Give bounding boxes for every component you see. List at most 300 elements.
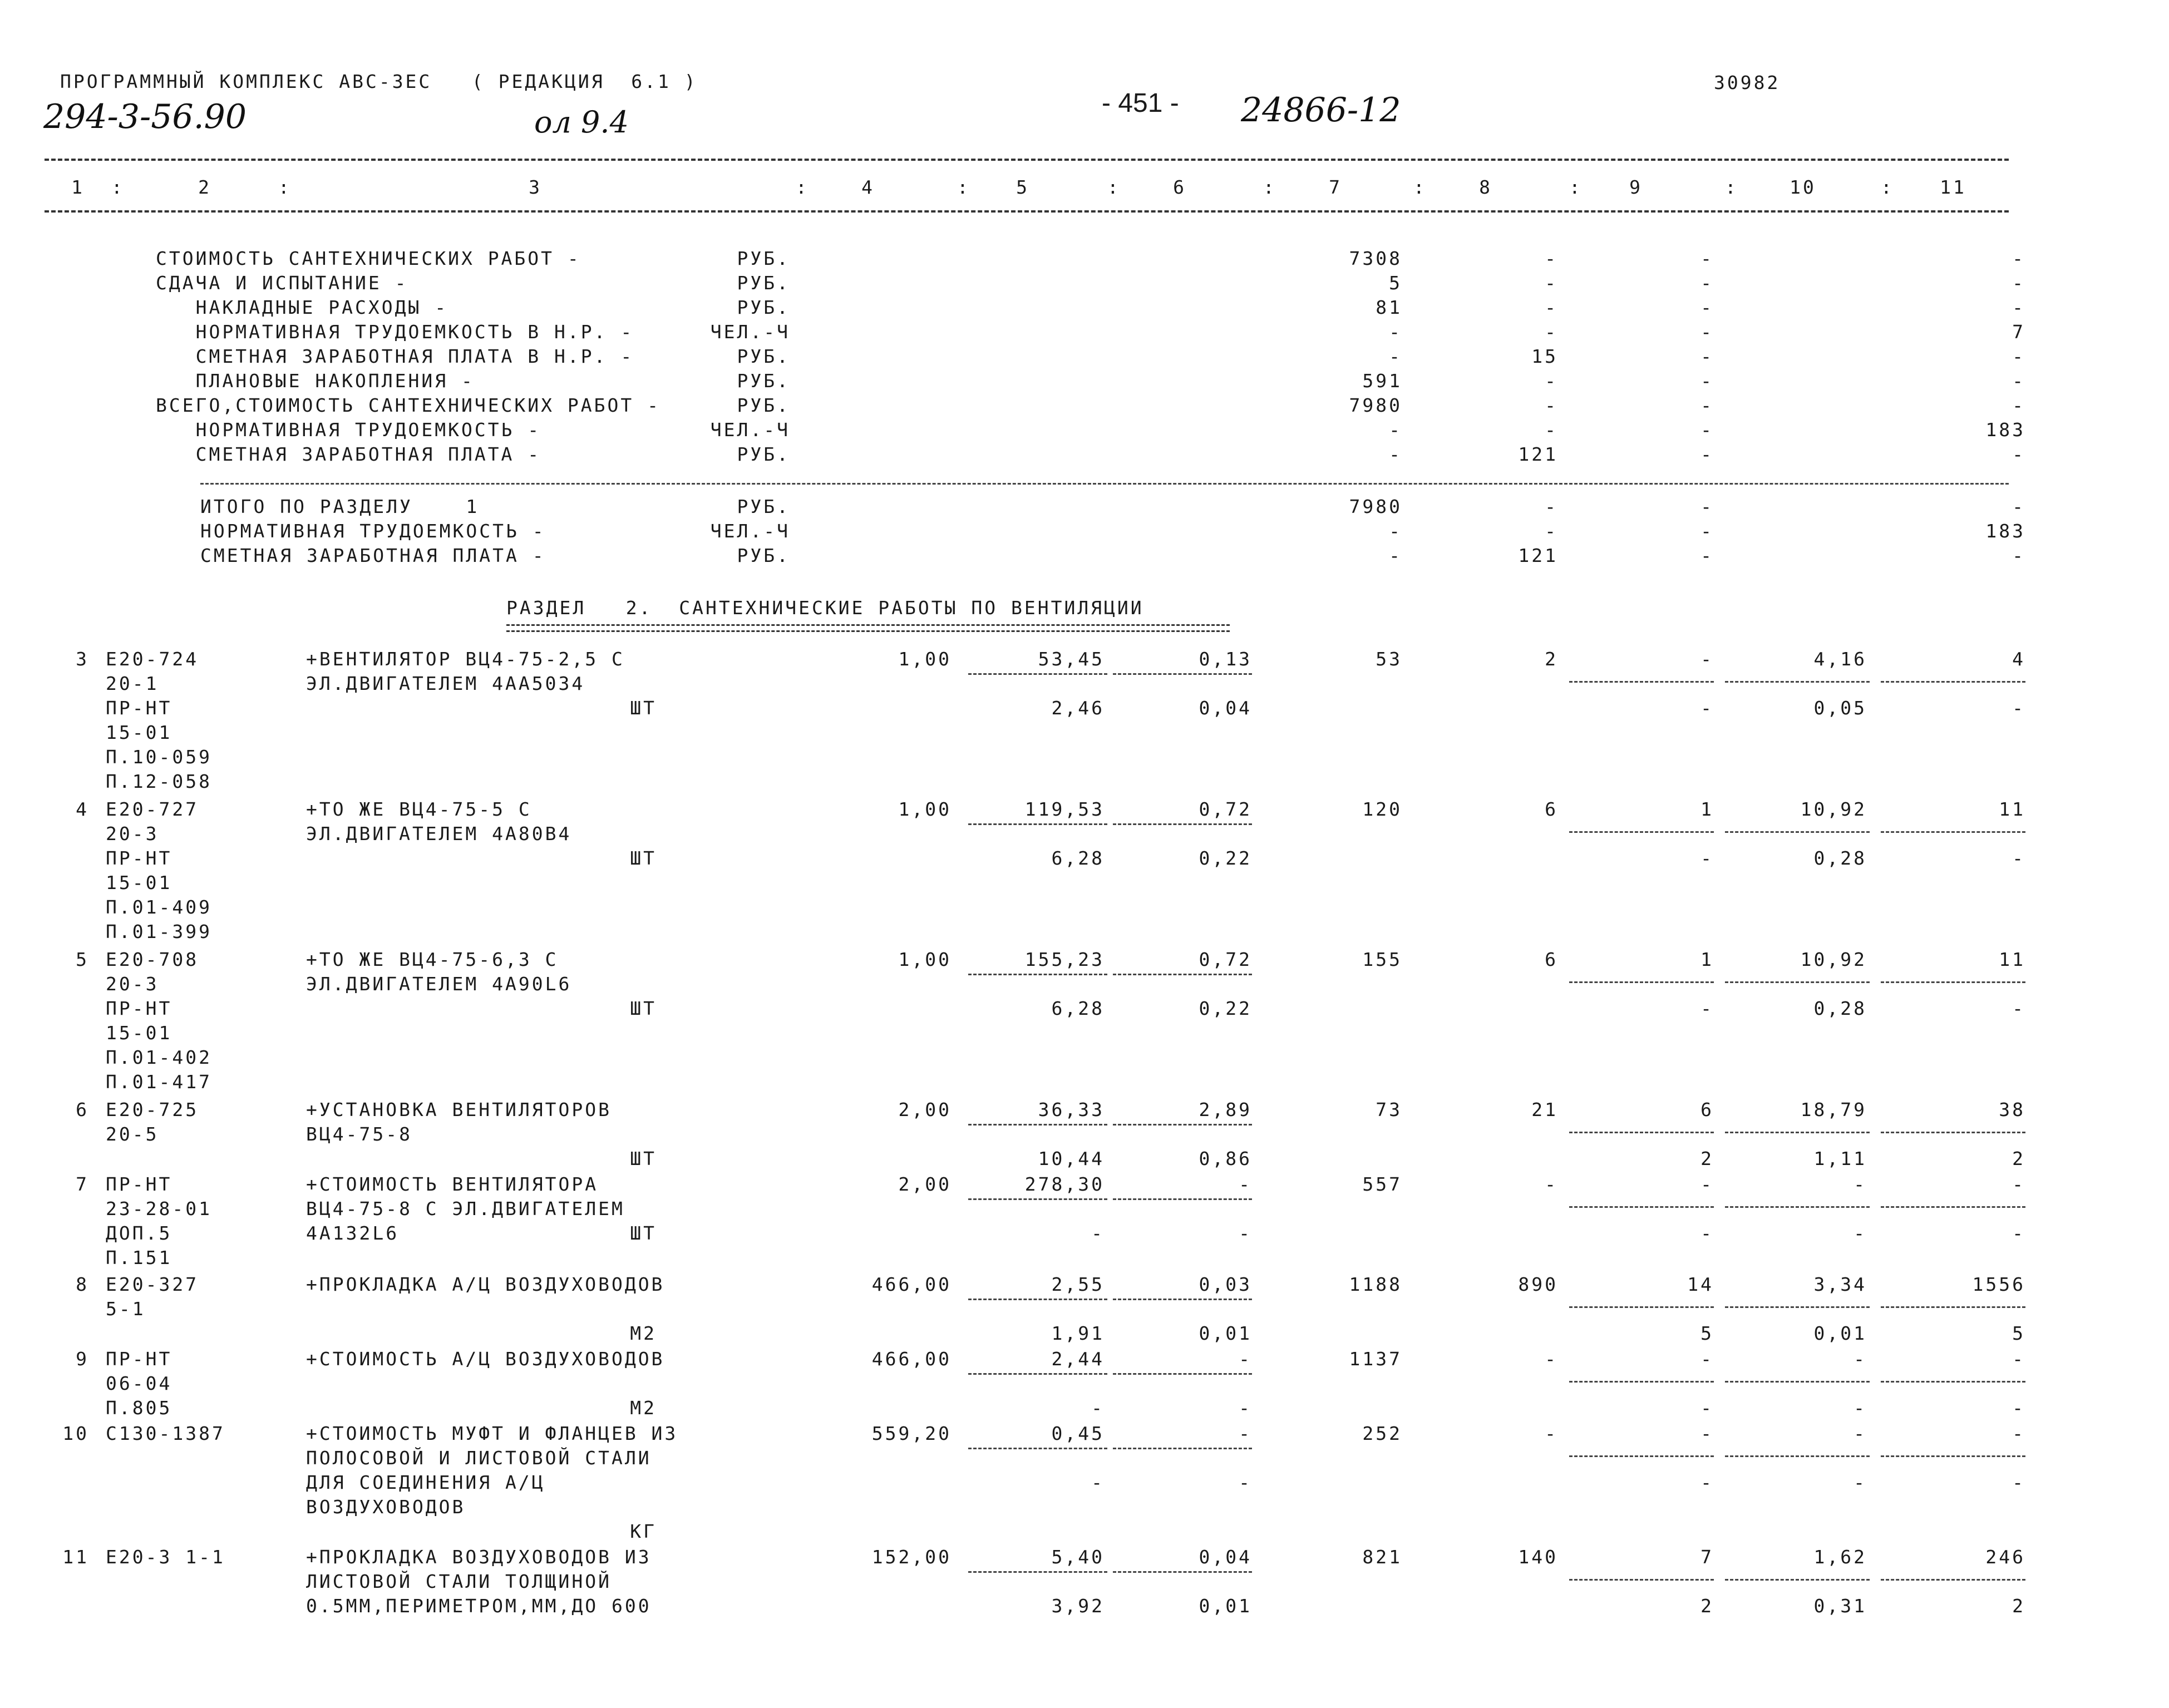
totals-unit: РУБ. — [737, 545, 790, 566]
summary-label: НАКЛАДНЫЕ РАСХОДЫ - — [156, 297, 448, 318]
item-name-line: +ТО ЖЕ ВЦ4-75-6,3 С — [306, 949, 559, 970]
item-name-line: +СТОИМОСТЬ А/Ц ВОЗДУХОВОДОВ — [306, 1348, 665, 1370]
totals-label: ИТОГО ПО РАЗДЕЛУ 1 — [200, 496, 480, 517]
header-top-rule — [45, 159, 2009, 161]
item-name-line: ЭЛ.ДВИГАТЕЛЕМ 4АА5034 — [306, 673, 585, 694]
summary-unit: РУБ. — [737, 272, 790, 294]
item-subrule — [1881, 1132, 2025, 1133]
item-unit-machine-wage: 0,22 — [1199, 847, 1252, 869]
column-separator: : — [1413, 176, 1427, 198]
item-quantity: 1,00 — [898, 648, 952, 670]
item-code-line: П.01-399 — [106, 921, 212, 942]
column-separator: : — [278, 176, 292, 198]
item-subrule — [1113, 1198, 1252, 1200]
item-col9: 1 — [1700, 798, 1714, 820]
item-col10: 1,62 — [1813, 1546, 1867, 1568]
summary-col9: - — [1700, 321, 1714, 343]
summary-col11: - — [2012, 370, 2025, 392]
column-separator: : — [1263, 176, 1276, 198]
summary-col9: - — [1700, 419, 1714, 441]
item-number: 6 — [76, 1099, 89, 1120]
item-total-wage: - — [1545, 1348, 1558, 1370]
item-name-line: +СТОИМОСТЬ ВЕНТИЛЯТОРА — [306, 1173, 599, 1195]
item-col11-sub: - — [2012, 1397, 2025, 1419]
item-code-line: 15-01 — [106, 1022, 172, 1044]
totals-col11: - — [2012, 545, 2025, 566]
item-name-line: ЭЛ.ДВИГАТЕЛЕМ 4А90L6 — [306, 973, 572, 995]
item-unit-cost: 119,53 — [1024, 798, 1105, 820]
item-col10: 3,34 — [1813, 1273, 1867, 1295]
summary-col7: - — [1389, 345, 1402, 367]
item-col9-sub: - — [1700, 1397, 1714, 1419]
item-code-line: П.12-058 — [106, 771, 212, 792]
item-total-cost: 1137 — [1349, 1348, 1402, 1370]
item-col11-sub: 2 — [2012, 1595, 2025, 1617]
column-separator: : — [957, 176, 970, 198]
document-id: 30982 — [1714, 72, 1781, 93]
item-unit-cost: 5,40 — [1051, 1546, 1105, 1568]
item-name-line: ВЦ4-75-8 — [306, 1123, 412, 1145]
summary-label: ПЛАНОВЫЕ НАКОПЛЕНИЯ - — [156, 370, 475, 392]
column-separator: : — [1725, 176, 1738, 198]
summary-label: НОРМАТИВНАЯ ТРУДОЕМКОСТЬ - — [156, 419, 541, 441]
item-unit-wage: 0,04 — [1199, 1546, 1252, 1568]
item-subrule — [1113, 1299, 1252, 1300]
summary-col7: - — [1389, 321, 1402, 343]
summary-col11: - — [2012, 394, 2025, 416]
item-name-line: ВЦ4-75-8 С ЭЛ.ДВИГАТЕЛЕМ — [306, 1198, 625, 1220]
item-col11: 38 — [1999, 1099, 2025, 1120]
item-col10: - — [1853, 1423, 1867, 1444]
summary-col9: - — [1700, 248, 1714, 269]
item-unit-machine-wage: - — [1239, 1397, 1252, 1419]
item-subrule — [1725, 681, 1870, 683]
item-name-line: ЭЛ.ДВИГАТЕЛЕМ 4А80В4 — [306, 823, 572, 845]
totals-col11: - — [2012, 496, 2025, 517]
item-unit-machine-cost: 1,91 — [1051, 1322, 1105, 1344]
column-header-cell: 11 — [1940, 176, 1966, 198]
totals-col8: 121 — [1518, 545, 1558, 566]
item-unit: ШТ — [630, 847, 657, 869]
column-separator: : — [1107, 176, 1121, 198]
item-number: 11 — [62, 1546, 89, 1568]
item-col9: 14 — [1687, 1273, 1714, 1295]
item-col11-sub: 2 — [2012, 1148, 2025, 1169]
item-code-line: П.01-417 — [106, 1071, 212, 1093]
page-number: - 451 - — [1102, 88, 1179, 118]
item-col10: - — [1853, 1173, 1867, 1195]
item-code-line: ПР-НТ — [106, 1173, 172, 1195]
item-name-line: ВОЗДУХОВОДОВ — [306, 1496, 466, 1518]
item-subrule — [1881, 1306, 2025, 1308]
item-subrule — [1569, 981, 1714, 983]
item-total-wage: 6 — [1545, 949, 1558, 970]
item-subrule — [1725, 1306, 1870, 1308]
item-subrule — [1113, 673, 1252, 675]
item-col10: 4,16 — [1813, 648, 1867, 670]
item-unit: М2 — [630, 1397, 657, 1419]
summary-col9: - — [1700, 443, 1714, 465]
summary-label: НОРМАТИВНАЯ ТРУДОЕМКОСТЬ В Н.Р. - — [156, 321, 634, 343]
item-total-cost: 120 — [1362, 798, 1402, 820]
item-unit-machine-cost: 3,92 — [1051, 1595, 1105, 1617]
summary-unit: РУБ. — [737, 394, 790, 416]
summary-col7: 5 — [1389, 272, 1402, 294]
summary-col8: - — [1545, 321, 1558, 343]
totals-col7: - — [1389, 545, 1402, 566]
item-number: 3 — [76, 648, 89, 670]
item-code-line: ПР-НТ — [106, 847, 172, 869]
item-subrule — [1569, 1455, 1714, 1457]
item-col10: - — [1853, 1348, 1867, 1370]
item-unit: ШТ — [630, 998, 657, 1019]
item-code-line: П.01-409 — [106, 896, 212, 918]
item-code-line: ПР-НТ — [106, 998, 172, 1019]
item-subrule — [968, 1448, 1107, 1449]
item-name-line: ДЛЯ СОЕДИНЕНИЯ А/Ц — [306, 1472, 545, 1493]
summary-col7: 7980 — [1349, 394, 1402, 416]
item-quantity: 466,00 — [871, 1348, 952, 1370]
item-unit-machine-wage: - — [1239, 1472, 1252, 1493]
item-col10-sub: 0,05 — [1813, 697, 1867, 719]
totals-label: СМЕТНАЯ ЗАРАБОТНАЯ ПЛАТА - — [200, 545, 546, 566]
totals-col9: - — [1700, 496, 1714, 517]
item-subrule — [1113, 1124, 1252, 1125]
item-name-line: +ТО ЖЕ ВЦ4-75-5 С — [306, 798, 532, 820]
summary-col7: 591 — [1362, 370, 1402, 392]
item-subrule — [1881, 681, 2025, 683]
item-unit-wage: 0,72 — [1199, 949, 1252, 970]
item-col10-sub: - — [1853, 1222, 1867, 1244]
item-name-line: +СТОИМОСТЬ МУФТ И ФЛАНЦЕВ ИЗ — [306, 1423, 678, 1444]
item-code-line: E20-724 — [106, 648, 199, 670]
item-code-line: 20-3 — [106, 973, 159, 995]
item-name-line: ЛИСТОВОЙ СТАЛИ ТОЛЩИНОЙ — [306, 1571, 612, 1592]
item-code-line: E20-327 — [106, 1273, 199, 1295]
item-col9-sub: - — [1700, 1222, 1714, 1244]
item-col11: 246 — [1985, 1546, 2025, 1568]
item-unit: ШТ — [630, 1222, 657, 1244]
item-subrule — [1881, 1455, 2025, 1457]
item-code-line: 20-5 — [106, 1123, 159, 1145]
item-name-line: ПОЛОСОВОЙ И ЛИСТОВОЙ СТАЛИ — [306, 1447, 652, 1469]
summary-col11: - — [2012, 345, 2025, 367]
program-title: ПРОГРАММНЫЙ КОМПЛЕКС АВС-3ЕС ( РЕДАКЦИЯ 6.1 ) — [60, 71, 698, 92]
item-subrule — [1113, 1571, 1252, 1573]
item-code-line: E20-3 1-1 — [106, 1546, 225, 1568]
summary-unit: РУБ. — [737, 370, 790, 392]
item-col9-sub: 2 — [1700, 1148, 1714, 1169]
item-subrule — [968, 974, 1107, 975]
item-col11: - — [2012, 1423, 2025, 1444]
item-col11-sub: - — [2012, 1472, 2025, 1493]
item-number: 5 — [76, 949, 89, 970]
summary-col8: 15 — [1531, 345, 1558, 367]
item-col11: - — [2012, 1173, 2025, 1195]
item-number: 8 — [76, 1273, 89, 1295]
totals-unit: РУБ. — [737, 496, 790, 517]
item-unit-machine-cost: - — [1091, 1397, 1105, 1419]
column-separator: : — [111, 176, 125, 198]
item-unit-cost: 36,33 — [1038, 1099, 1105, 1120]
item-subrule — [1881, 1579, 2025, 1581]
item-subrule — [1569, 1132, 1714, 1133]
column-header-cell: 2 — [198, 176, 211, 198]
item-subrule — [968, 1198, 1107, 1200]
column-header-cell: 1 — [71, 176, 85, 198]
item-subrule — [1113, 1448, 1252, 1449]
summary-col11: - — [2012, 443, 2025, 465]
item-quantity: 1,00 — [898, 949, 952, 970]
item-col9-sub: 2 — [1700, 1595, 1714, 1617]
summary-divider — [200, 483, 2009, 485]
item-total-wage: - — [1545, 1423, 1558, 1444]
item-total-cost: 53 — [1376, 648, 1402, 670]
item-col10-sub: 1,11 — [1813, 1148, 1867, 1169]
item-unit-wage: - — [1239, 1173, 1252, 1195]
item-total-wage: 140 — [1518, 1546, 1558, 1568]
item-subrule — [1569, 1306, 1714, 1308]
totals-col11: 183 — [1985, 520, 2025, 542]
item-unit-wage: 0,03 — [1199, 1273, 1252, 1295]
column-header-cell: 3 — [529, 176, 542, 198]
header-bottom-rule — [45, 210, 2009, 213]
item-subrule — [1725, 1455, 1870, 1457]
item-subrule — [1725, 1381, 1870, 1383]
item-col9: 1 — [1700, 949, 1714, 970]
summary-unit: РУБ. — [737, 248, 790, 269]
item-col9: 7 — [1700, 1546, 1714, 1568]
summary-label: СМЕТНАЯ ЗАРАБОТНАЯ ПЛАТА В Н.Р. - — [156, 345, 634, 367]
item-code-line: П.01-402 — [106, 1046, 212, 1068]
item-total-cost: 1188 — [1349, 1273, 1402, 1295]
item-subrule — [1569, 1579, 1714, 1581]
item-subrule — [1569, 1206, 1714, 1208]
item-total-wage: 890 — [1518, 1273, 1558, 1295]
summary-col9: - — [1700, 394, 1714, 416]
item-col10-sub: - — [1853, 1397, 1867, 1419]
summary-col11: - — [2012, 248, 2025, 269]
item-code-line: П.805 — [106, 1397, 172, 1419]
totals-col8: - — [1545, 520, 1558, 542]
item-subrule — [1725, 831, 1870, 833]
item-col11-sub: - — [2012, 697, 2025, 719]
item-name-line: +ПРОКЛАДКА А/Ц ВОЗДУХОВОДОВ — [306, 1273, 665, 1295]
item-subrule — [1725, 1132, 1870, 1133]
item-subrule — [1881, 1381, 2025, 1383]
item-unit-wage: - — [1239, 1423, 1252, 1444]
item-number: 10 — [62, 1423, 89, 1444]
item-subrule — [1881, 981, 2025, 983]
item-code-line: ПР-НТ — [106, 697, 172, 719]
totals-col9: - — [1700, 545, 1714, 566]
item-subrule — [968, 673, 1107, 675]
item-code-line: 15-01 — [106, 872, 172, 894]
item-unit-cost: 278,30 — [1024, 1173, 1105, 1195]
item-subrule — [968, 1299, 1107, 1300]
totals-col8: - — [1545, 496, 1558, 517]
item-total-cost: 557 — [1362, 1173, 1402, 1195]
item-code-line: ПР-НТ — [106, 1348, 172, 1370]
summary-col9: - — [1700, 345, 1714, 367]
summary-col11: 183 — [1985, 419, 2025, 441]
item-col9-sub: - — [1700, 697, 1714, 719]
item-quantity: 2,00 — [898, 1099, 952, 1120]
summary-col9: - — [1700, 272, 1714, 294]
item-unit-cost: 0,45 — [1051, 1423, 1105, 1444]
item-code-line: 06-04 — [106, 1373, 172, 1394]
item-total-wage: - — [1545, 1173, 1558, 1195]
summary-col8: - — [1545, 419, 1558, 441]
item-unit-cost: 2,44 — [1051, 1348, 1105, 1370]
item-unit-machine-wage: 0,01 — [1199, 1322, 1252, 1344]
item-subrule — [1725, 1579, 1870, 1581]
summary-col8: - — [1545, 370, 1558, 392]
item-unit-cost: 2,55 — [1051, 1273, 1105, 1295]
item-quantity: 2,00 — [898, 1173, 952, 1195]
item-unit-machine-wage: - — [1239, 1222, 1252, 1244]
item-col11: 11 — [1999, 798, 2025, 820]
item-total-wage: 21 — [1531, 1099, 1558, 1120]
summary-label: ВСЕГО,СТОИМОСТЬ САНТЕХНИЧЕСКИХ РАБОТ - — [156, 394, 660, 416]
column-header-cell: 10 — [1790, 176, 1816, 198]
item-number: 9 — [76, 1348, 89, 1370]
item-subrule — [1569, 1381, 1714, 1383]
item-name-line: 4А132L6 — [306, 1222, 400, 1244]
summary-col11: 7 — [2012, 321, 2025, 343]
item-total-cost: 155 — [1362, 949, 1402, 970]
summary-col8: - — [1545, 394, 1558, 416]
item-unit-wage: 0,13 — [1199, 648, 1252, 670]
item-code-line: E20-708 — [106, 949, 199, 970]
summary-col9: - — [1700, 297, 1714, 318]
item-subrule — [1881, 1206, 2025, 1208]
item-quantity: 152,00 — [871, 1546, 952, 1568]
summary-col8: - — [1545, 297, 1558, 318]
column-separator: : — [1881, 176, 1894, 198]
item-col9: 6 — [1700, 1099, 1714, 1120]
item-total-wage: 2 — [1545, 648, 1558, 670]
summary-label: СМЕТНАЯ ЗАРАБОТНАЯ ПЛАТА - — [156, 443, 541, 465]
totals-col7: 7980 — [1349, 496, 1402, 517]
totals-col9: - — [1700, 520, 1714, 542]
item-col9: - — [1700, 1348, 1714, 1370]
item-subrule — [1725, 1206, 1870, 1208]
item-total-wage: 6 — [1545, 798, 1558, 820]
item-name-line: +ВЕНТИЛЯТОР ВЦ4-75-2,5 С — [306, 648, 625, 670]
item-col9-sub: - — [1700, 847, 1714, 869]
summary-unit: ЧЕЛ.-Ч — [710, 321, 790, 343]
column-separator: : — [1569, 176, 1583, 198]
item-subrule — [968, 1571, 1107, 1573]
summary-unit: РУБ. — [737, 345, 790, 367]
item-number: 7 — [76, 1173, 89, 1195]
column-header-cell: 7 — [1329, 176, 1342, 198]
item-unit: ШТ — [630, 697, 657, 719]
item-code-line: E20-725 — [106, 1099, 199, 1120]
item-code-line: 5-1 — [106, 1298, 146, 1320]
summary-col8: - — [1545, 248, 1558, 269]
item-code-line: 20-1 — [106, 673, 159, 694]
item-col10-sub: 0,01 — [1813, 1322, 1867, 1344]
item-unit-wage: - — [1239, 1348, 1252, 1370]
item-name-line: +ПРОКЛАДКА ВОЗДУХОВОДОВ ИЗ — [306, 1546, 652, 1568]
item-unit-machine-wage: 0,01 — [1199, 1595, 1252, 1617]
item-code-line: ДОП.5 — [106, 1222, 172, 1244]
item-col11-sub: 5 — [2012, 1322, 2025, 1344]
item-unit-machine-cost: 2,46 — [1051, 697, 1105, 719]
summary-col11: - — [2012, 297, 2025, 318]
item-col10-sub: - — [1853, 1472, 1867, 1493]
item-col11: - — [2012, 1348, 2025, 1370]
item-code-line: 20-3 — [106, 823, 159, 845]
item-unit-machine-cost: 10,44 — [1038, 1148, 1105, 1169]
column-header-cell: 6 — [1173, 176, 1186, 198]
item-code-line: E20-727 — [106, 798, 199, 820]
totals-col7: - — [1389, 520, 1402, 542]
item-name-line: 0.5ММ,ПЕРИМЕТРОМ,ММ,ДО 600 — [306, 1595, 652, 1617]
item-col10: 18,79 — [1800, 1099, 1867, 1120]
item-code-line: 23-28-01 — [106, 1198, 212, 1220]
item-unit-machine-wage: 0,86 — [1199, 1148, 1252, 1169]
item-number: 4 — [76, 798, 89, 820]
item-col11-sub: - — [2012, 1222, 2025, 1244]
item-col9: - — [1700, 1173, 1714, 1195]
item-unit: КГ — [630, 1521, 657, 1542]
item-code-line: 15-01 — [106, 722, 172, 743]
item-subrule — [1569, 681, 1714, 683]
summary-col8: 121 — [1518, 443, 1558, 465]
item-unit-wage: 0,72 — [1199, 798, 1252, 820]
item-subrule — [1113, 823, 1252, 825]
item-subrule — [1113, 974, 1252, 975]
handwritten-reference: 24866-12 — [1241, 91, 1401, 130]
item-unit: ШТ — [630, 1148, 657, 1169]
item-unit-cost: 53,45 — [1038, 648, 1105, 670]
summary-col7: 81 — [1376, 297, 1402, 318]
item-unit: М2 — [630, 1322, 657, 1344]
item-col11-sub: - — [2012, 998, 2025, 1019]
column-header-cell: 4 — [861, 176, 875, 198]
item-unit-machine-wage: 0,22 — [1199, 998, 1252, 1019]
item-subrule — [1881, 831, 2025, 833]
item-total-cost: 821 — [1362, 1546, 1402, 1568]
summary-col7: - — [1389, 419, 1402, 441]
summary-col7: 7308 — [1349, 248, 1402, 269]
summary-col11: - — [2012, 272, 2025, 294]
handwritten-part-number: ол 9.4 — [534, 105, 629, 140]
item-unit-machine-cost: 6,28 — [1051, 998, 1105, 1019]
section2-title: РАЗДЕЛ 2. САНТЕХНИЧЕСКИЕ РАБОТЫ ПО ВЕНТИЛЯЦИИ — [506, 597, 1144, 619]
item-subrule — [968, 1373, 1107, 1375]
item-col10-sub: 0,31 — [1813, 1595, 1867, 1617]
column-separator: : — [796, 176, 809, 198]
item-total-cost: 73 — [1376, 1099, 1402, 1120]
item-col9: - — [1700, 1423, 1714, 1444]
summary-unit: РУБ. — [737, 443, 790, 465]
section2-title-underline — [506, 624, 1230, 632]
item-code-line: П.10-059 — [106, 746, 212, 768]
item-col11: 1556 — [1972, 1273, 2025, 1295]
summary-col8: - — [1545, 272, 1558, 294]
item-col9-sub: 5 — [1700, 1322, 1714, 1344]
item-code-line: C130-1387 — [106, 1423, 225, 1444]
item-code-line: П.151 — [106, 1247, 172, 1268]
item-total-cost: 252 — [1362, 1423, 1402, 1444]
item-subrule — [1113, 1373, 1252, 1375]
item-col11-sub: - — [2012, 847, 2025, 869]
summary-unit: ЧЕЛ.-Ч — [710, 419, 790, 441]
